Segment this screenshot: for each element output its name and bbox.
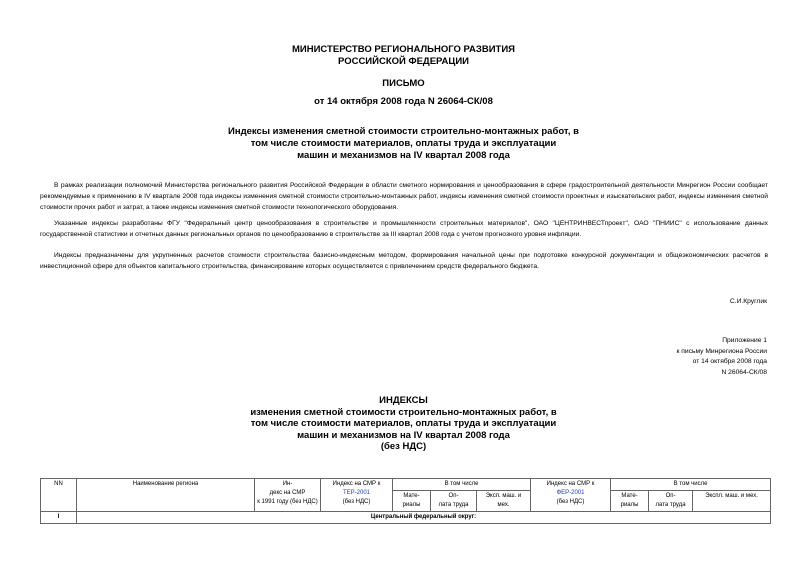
appendix-reference xyxy=(677,336,768,378)
sub-materials-1-b: риалы xyxy=(402,502,421,508)
header-index-line-3: к 1991 году (без НДС) xyxy=(257,499,318,505)
body-paragraph-2: Указанные индексы разработаны ФГУ "Федеральный центр ценообразования в строительстве и промышленности строительных материалов", ОАО "ЦЕНТРИНВЕСТпроект", ОАО "ПНИИС" с использование данных государственной статистики и отчетных данных региональных органов по ценообразованию в строительстве за III квартал 2008 года с учетом прогнозного уровня инфляции. xyxy=(40,220,768,238)
row-number: I xyxy=(41,512,77,524)
sub-pay-1 xyxy=(431,491,477,512)
appendix-line-3: от 14 октября 2008 года xyxy=(692,358,767,365)
body-paragraph-3: Индексы предназначены для укрупненных расчетов стоимости строительства базисно-индексным методом, формирования начальной цены при подготовке конкурсной документации и общеэкономических расчетов в инвестиционной сфере для объектов капитального строительства, финансирование которых осуществляется с привлечением средств федерального бюджета. xyxy=(40,252,768,270)
header-ter-sub: (без НДС) xyxy=(342,499,371,505)
fer-2001-link[interactable]: ФЕР-2001 xyxy=(556,490,585,496)
sub-machines-1-a: Эксп. маш. и xyxy=(485,493,522,499)
row-federal-district: Центральный федеральный округ: xyxy=(77,512,771,524)
sub-machines-2: Экспл. маш. и мех. xyxy=(693,491,771,512)
ministry-heading xyxy=(0,44,807,68)
document-subject xyxy=(0,126,807,162)
header-including-2: В том числе xyxy=(611,479,771,491)
header-index-ter xyxy=(321,479,393,512)
appendix-line-2: к письму Минрегиона России xyxy=(676,347,767,355)
sub-materials-1-a: Мате- xyxy=(403,493,420,499)
header-fer-prefix: Индекс на СМР к xyxy=(546,481,595,487)
table-row xyxy=(41,512,771,524)
sub-machines-1-b: мех. xyxy=(497,502,510,508)
header-ter-prefix: Индекс на СМР к xyxy=(332,481,381,487)
sub-machines-1 xyxy=(477,491,531,512)
ministry-line-1: МИНИСТЕРСТВО РЕГИОНАЛЬНОГО РАЗВИТИЯ xyxy=(292,44,515,55)
appendix-line-4: N 26064-СК/08 xyxy=(721,368,767,376)
appendix-line-1: Приложение 1 xyxy=(722,337,767,344)
header-index-line-1: Ин- xyxy=(282,481,293,487)
indexes-title-line-4: машин и механизмов на IV квартал 2008 года xyxy=(297,429,510,441)
sub-materials-2-a: Мате- xyxy=(621,493,638,499)
header-index-line-2: декс на СМР xyxy=(269,490,306,496)
sub-materials-2 xyxy=(611,491,649,512)
sub-pay-2-b: лата труда xyxy=(655,502,686,508)
ministry-line-2: РОССИЙСКОЙ ФЕДЕРАЦИИ xyxy=(337,56,469,67)
document-type: ПИСЬМО xyxy=(382,78,425,89)
signature: С.И.Круглик xyxy=(729,298,767,305)
table-header-row xyxy=(41,479,771,491)
indexes-title-line-1: ИНДЕКСЫ xyxy=(379,395,428,406)
indexes-title-line-3: том числе стоимости материалов, оплаты труда и эксплуатации xyxy=(250,418,557,429)
header-including-1: В том числе xyxy=(393,479,531,491)
indexes-title xyxy=(0,395,807,453)
header-index-fer xyxy=(531,479,611,512)
subject-line-2: том числе стоимости материалов, оплаты труда и эксплуатации xyxy=(250,138,557,149)
sub-materials-1 xyxy=(393,491,431,512)
sub-materials-2-b: риалы xyxy=(620,502,639,508)
subject-line-1: Индексы изменения сметной стоимости строительно-монтажных работ, в xyxy=(228,126,579,137)
header-fer-sub: (без НДС) xyxy=(556,499,585,505)
indexes-table xyxy=(40,478,771,524)
subject-line-3: машин и механизмов на IV квартал 2008 года xyxy=(297,150,510,161)
header-index-1991 xyxy=(255,479,321,512)
body-paragraph-1: В рамках реализации полномочий Министерства регионального развития Российской Федерации в области сметного нормирования и ценообразования в сфере градостроительной деятельности Минрегион России сообщает рекомендуемые к применению в IV квартале 2008 года индексы изменения сметной стоимости строительно-монтажных работ, индексы изменения сметной стоимости проектных и изыскательских работ, индексы изменения сметной стоимости прочих работ и затрат, а также индексы изменения сметной стоимости технологического оборудования. xyxy=(40,182,768,211)
sub-pay-1-b: лата труда xyxy=(438,502,469,508)
sub-pay-2 xyxy=(649,491,693,512)
indexes-title-line-2: изменения сметной стоимости строительно-монтажных работ, в xyxy=(250,406,557,418)
document-date-number: от 14 октября 2008 года N 26064-СК/08 xyxy=(314,96,493,107)
indexes-title-line-5: (без НДС) xyxy=(380,441,427,452)
sub-pay-1-a: Оп- xyxy=(448,493,459,499)
ter-2001-link[interactable]: ТЕР-2001 xyxy=(342,490,370,496)
sub-pay-2-a: Оп- xyxy=(665,493,676,499)
header-region: Наименование региона xyxy=(77,479,255,512)
header-nn: NN xyxy=(41,479,77,512)
